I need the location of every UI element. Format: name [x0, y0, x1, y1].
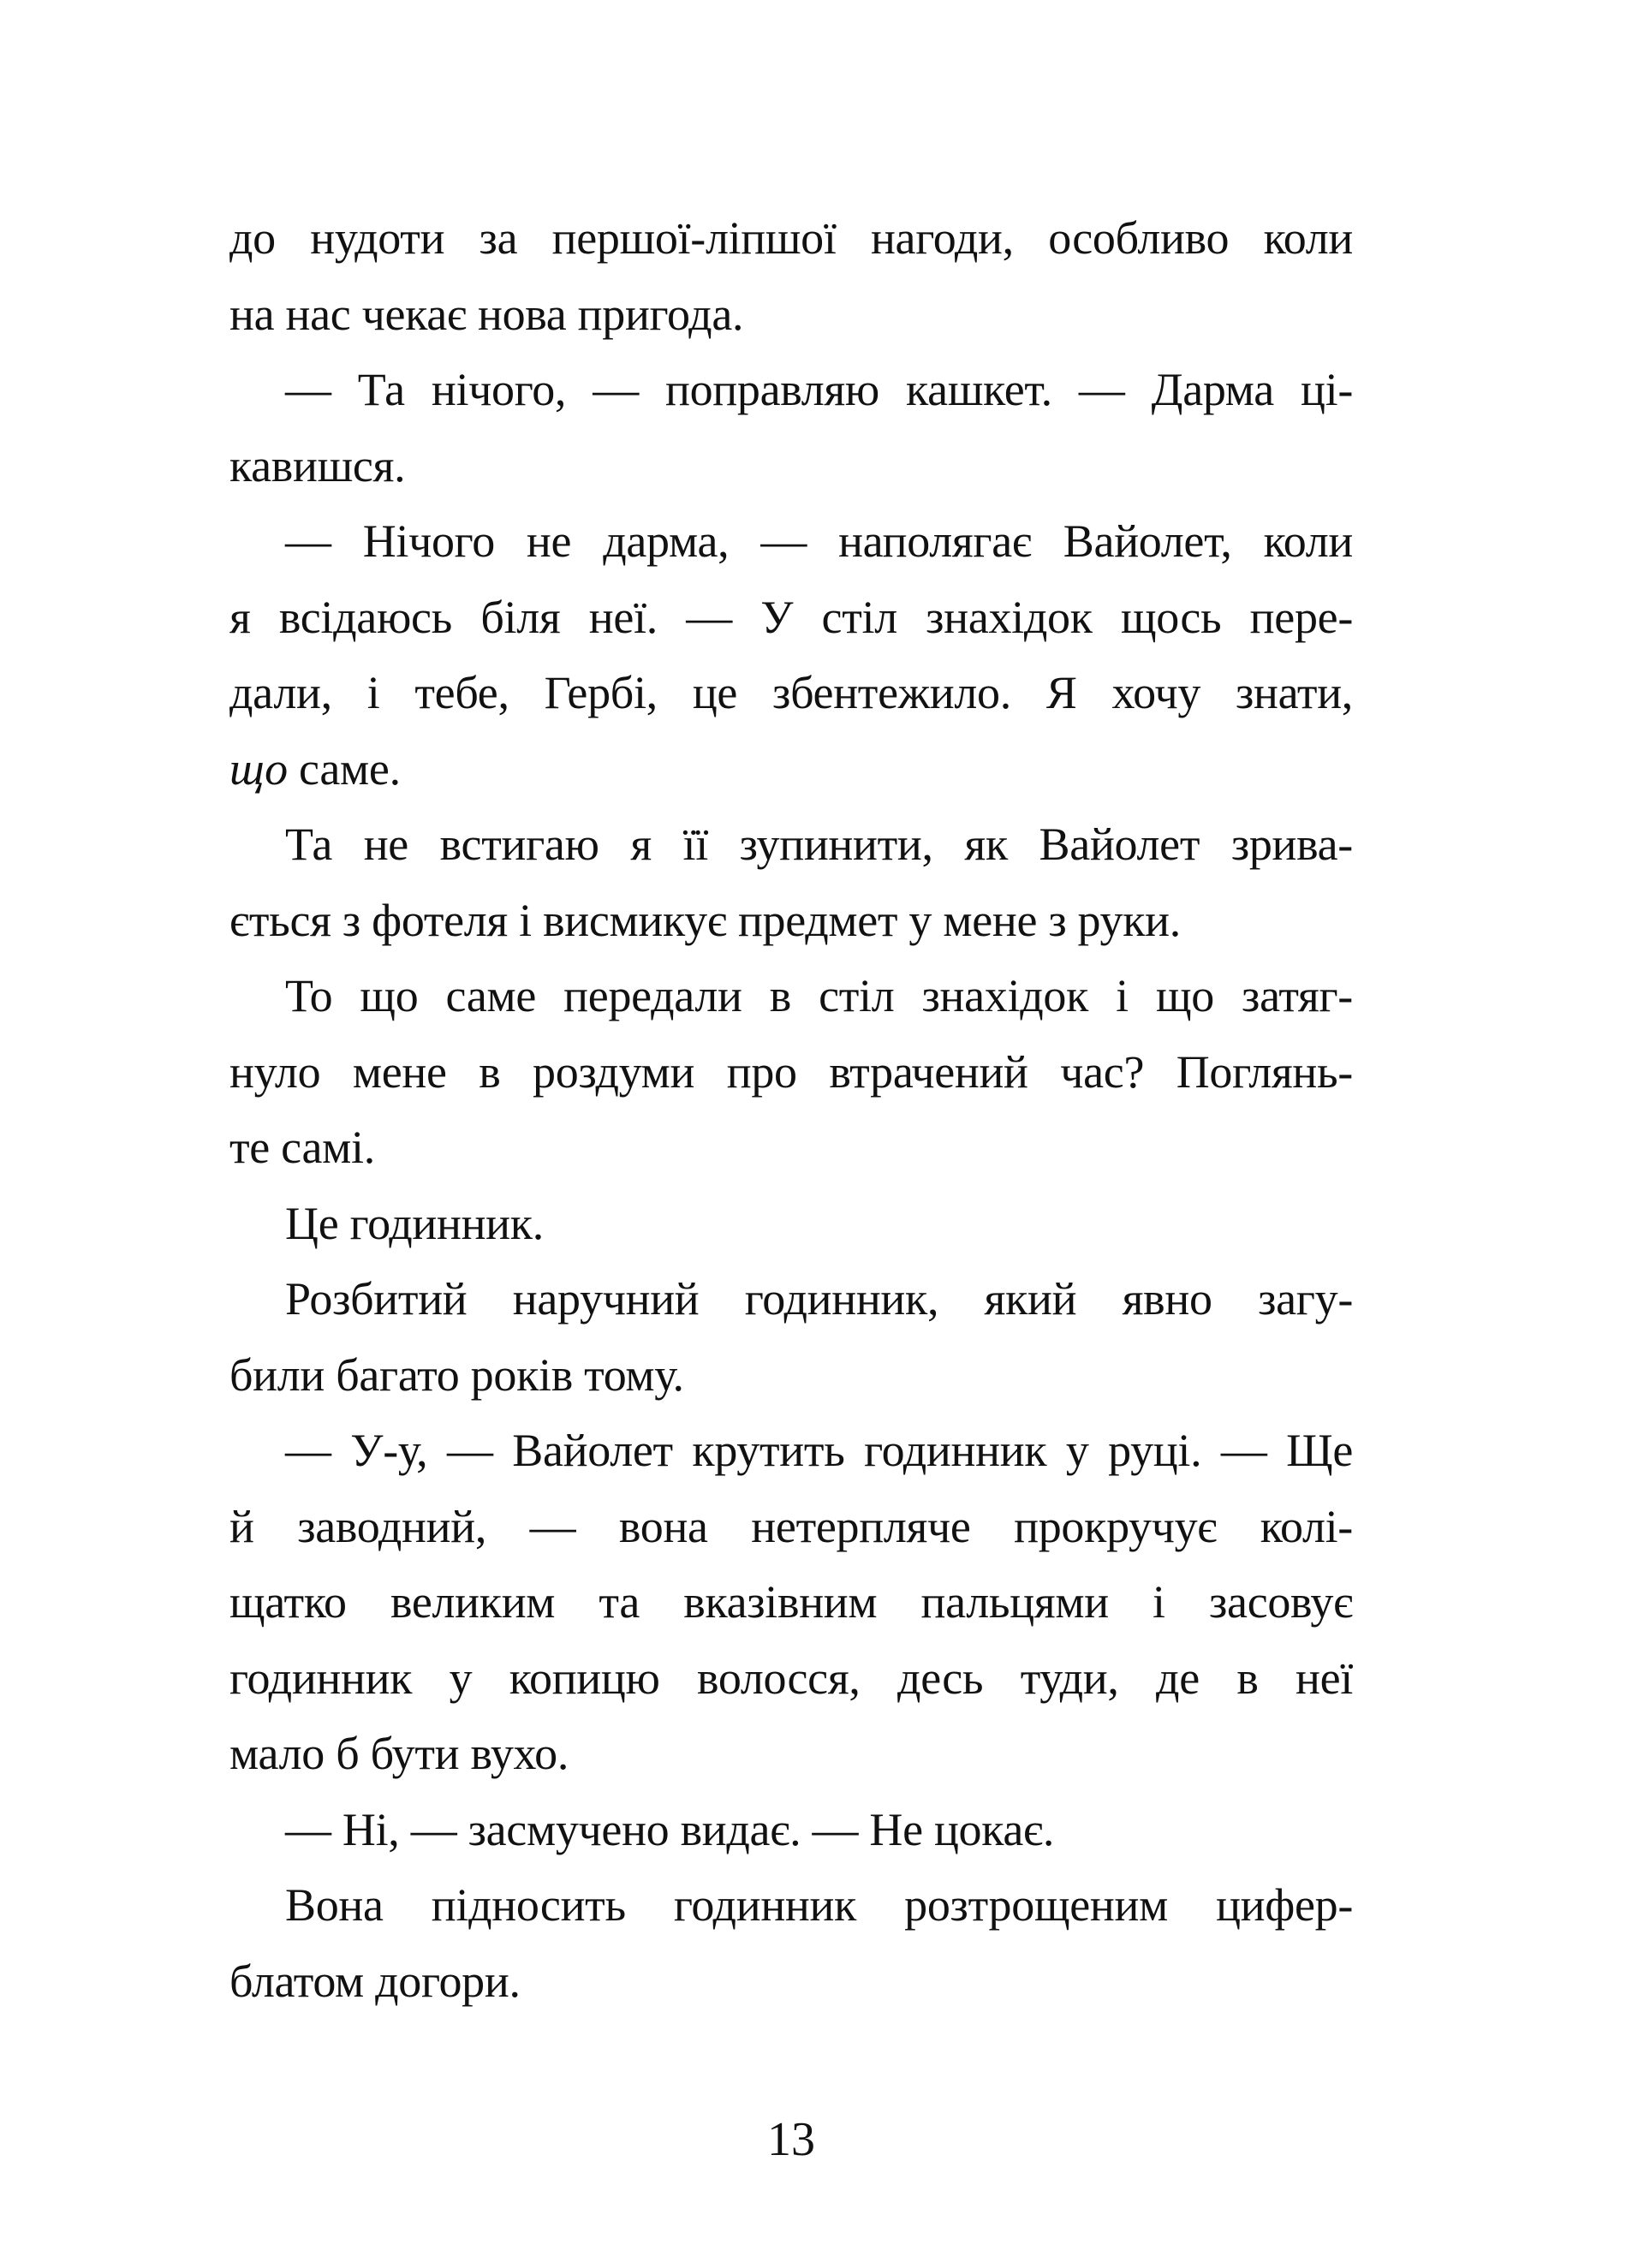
text-line	[229, 1564, 1353, 1640]
italic-text: що	[229, 742, 288, 795]
text-segment: мало б бути вухо.	[229, 1728, 569, 1779]
text-segment: я всідаюсь біля неї. — У стіл знахідок щось пере-	[229, 591, 1353, 643]
text-segment: Це годинник.	[285, 1197, 544, 1249]
text-line	[229, 731, 1353, 807]
page-number: 13	[767, 2113, 815, 2166]
text-line	[229, 655, 1353, 731]
text-segment: щатко великим та вказівним пальцями і засовує	[229, 1576, 1353, 1628]
text-segment: дали, і тебе, Гербі, це збентежило. Я хочу знати,	[229, 667, 1353, 718]
text-line	[229, 1489, 1353, 1565]
text-line	[229, 200, 1353, 277]
text-line	[229, 1261, 1353, 1337]
text-line	[229, 1640, 1353, 1717]
text-block	[229, 200, 1353, 2019]
text-line	[229, 1034, 1353, 1110]
text-segment: — Та нічого, — поправляю кашкет. — Дарма ці-	[285, 364, 1353, 415]
text-segment: годинник у копицю волосся, десь туди, де в неї	[229, 1652, 1353, 1704]
text-segment: Та не встигаю я її зупинити, як Вайолет зрива-	[285, 819, 1353, 870]
text-line	[229, 1716, 1353, 1792]
text-segment: кавишся.	[229, 439, 406, 491]
text-segment: Розбитий наручний годинник, який явно загу-	[285, 1273, 1353, 1324]
text-segment: саме.	[287, 742, 401, 795]
text-line	[229, 1413, 1353, 1489]
text-line	[229, 277, 1353, 353]
text-segment: — Нічого не дарма, — наполягає Вайолет, коли	[285, 515, 1353, 567]
text-segment: ється з фотеля і висмикує предмет у мене з руки.	[229, 894, 1181, 946]
text-segment: — У-у, — Вайолет крутить годинник у руці. — Ще	[285, 1425, 1353, 1476]
text-segment: те самі.	[229, 1122, 375, 1173]
text-segment: Вона підносить годинник розтрощеним цифер-	[285, 1879, 1353, 1931]
text-line	[229, 1944, 1353, 2020]
text-segment: й заводний, — вона нетерпляче прокручує колі-	[229, 1500, 1353, 1552]
text-line	[229, 1186, 1353, 1262]
text-line	[229, 352, 1353, 428]
text-segment: нуло мене в роздуми про втрачений час? Поглянь-	[229, 1045, 1353, 1098]
text-line	[229, 958, 1353, 1034]
text-line	[229, 428, 1353, 504]
text-line	[229, 580, 1353, 656]
text-line	[229, 1337, 1353, 1414]
text-segment: на нас чекає нова пригода.	[229, 288, 744, 340]
text-line	[229, 807, 1353, 883]
text-segment: били багато років тому.	[229, 1348, 684, 1401]
text-line	[229, 503, 1353, 580]
text-segment: блатом догори.	[229, 1955, 521, 2007]
text-segment: — Ні, — засмучено видає. — Не цокає.	[285, 1803, 1055, 1855]
text-segment: до нудоти за першої-ліпшої нагоди, особливо коли	[229, 212, 1353, 264]
text-line	[229, 883, 1353, 959]
text-line	[229, 1792, 1353, 1868]
text-line	[229, 1867, 1353, 1944]
text-line	[229, 1110, 1353, 1186]
text-segment: То що саме передали в стіл знахідок і що затяг-	[285, 970, 1353, 1021]
